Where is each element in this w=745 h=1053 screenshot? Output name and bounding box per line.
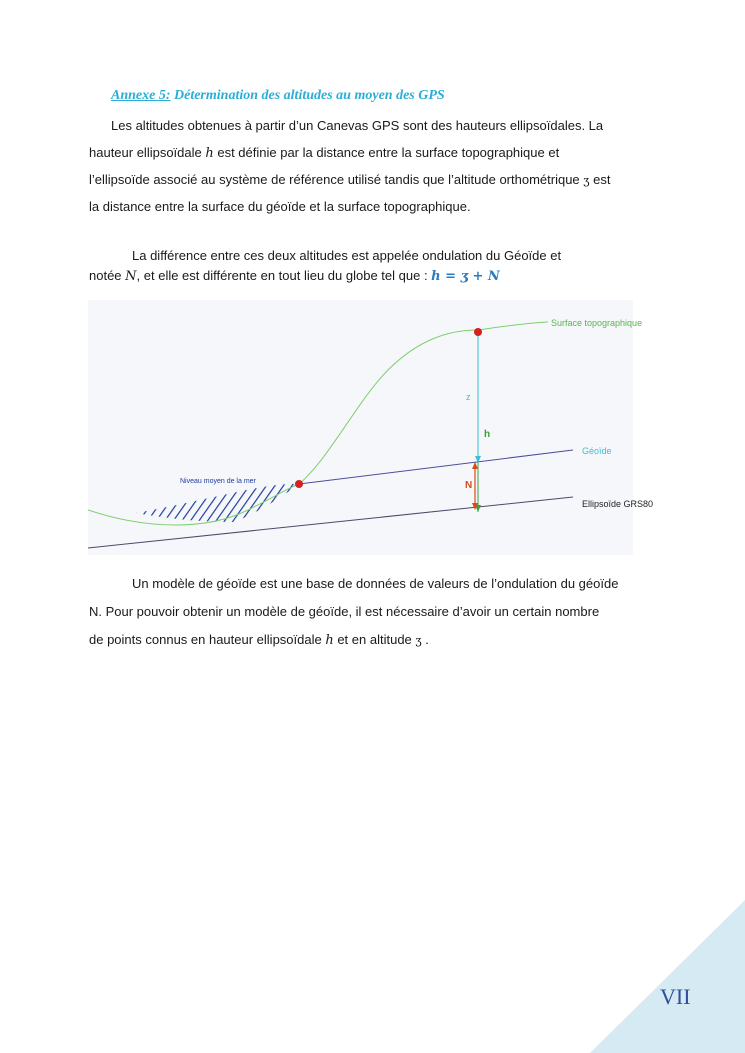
para1-line2-a: hauteur ellipsoïdale — [89, 145, 206, 160]
para3-line1: Un modèle de géoïde est une base de données de valeurs de l’ondulation du géoïde — [132, 576, 619, 591]
formula: h = ʒ + N — [431, 269, 500, 284]
N-label: N — [465, 480, 473, 491]
para1-line3-a: l’ellipsoïde associé au système de référence utilisé tandis que l’altitude orthométrique — [89, 172, 584, 187]
N-symbol: N — [125, 269, 137, 284]
para2-line2-b: , et elle est différente en tout lieu du globe tel que : — [136, 268, 432, 283]
para1-line3-b: est — [589, 172, 611, 187]
ellipsoide-label: Ellipsoïde GRS80 — [582, 499, 654, 509]
geoide-label: Géoïde — [582, 446, 612, 456]
para1-line2-b: est définie par la distance entre la surface topographique et — [213, 145, 560, 160]
corner-triangle — [590, 900, 745, 1053]
para2-line1: La différence entre ces deux altitudes est appelée ondulation du Géoïde et — [132, 248, 562, 263]
z-symbol: ʒ — [583, 174, 590, 187]
h-symbol: h — [205, 146, 214, 161]
para2-line2-a: notée — [89, 268, 126, 283]
para3-line3-b: et en altitude — [333, 632, 416, 647]
page-number: VII — [660, 984, 691, 1009]
para3-line3-c: . — [421, 632, 429, 647]
para1-line1: Les altitudes obtenues à partir d’un Canevas GPS sont des hauteurs ellipsoïdales. La — [111, 118, 604, 133]
z-symbol-2: ʒ — [415, 634, 422, 647]
para1-line4: la distance entre la surface du géoïde et la surface topographique. — [89, 199, 471, 214]
h-label: h — [484, 429, 491, 440]
annex-label: Annexe 5: — [111, 88, 171, 103]
niveau-label: Niveau moyen de la mer — [180, 478, 256, 485]
surface-label: Surface topographique — [551, 318, 643, 328]
z-label: z — [466, 392, 471, 402]
para3-line3-a: de points connus en hauteur ellipsoïdale — [89, 632, 326, 647]
annex-heading-text: Détermination des altitudes au moyen des GPS — [174, 88, 445, 103]
h-symbol-2: h — [325, 633, 334, 648]
para3-line2: N. Pour pouvoir obtenir un modèle de géoïde, il est nécessaire d’avoir un certain nombre — [89, 604, 600, 619]
